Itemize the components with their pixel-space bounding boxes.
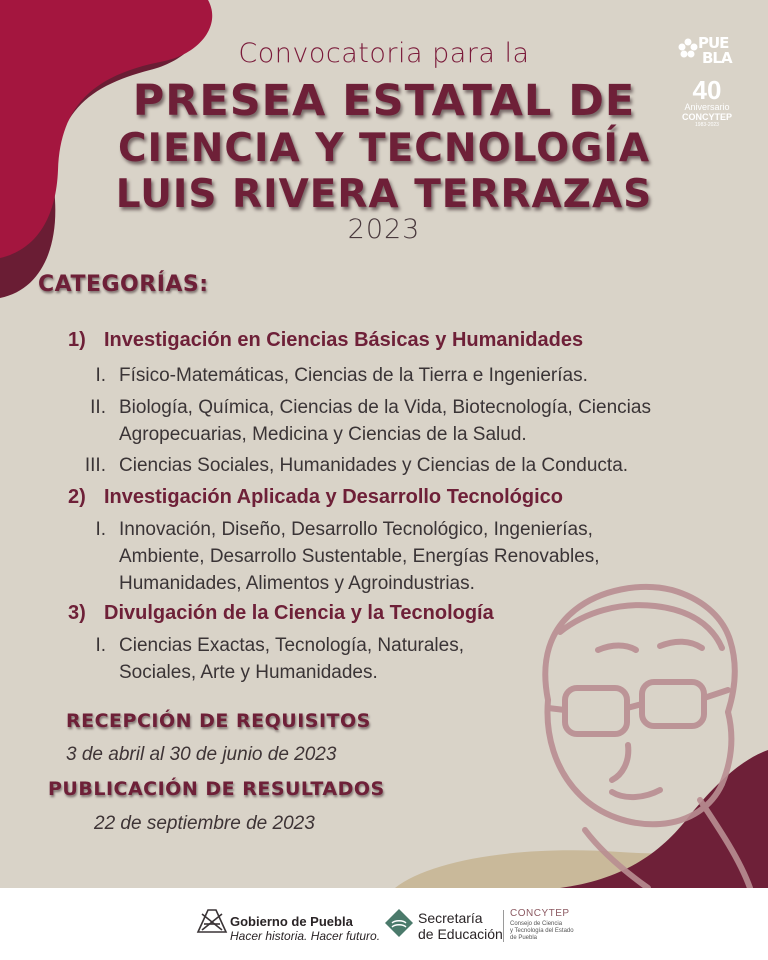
roman-numeral: II. [90,397,106,418]
anniversary-number: 40 [692,75,722,105]
subcategory-text: Ciencias Exactas, Tecnología, Naturales, Sociales, Arte y Humanidades. [119,635,464,683]
category-number: 2) [68,486,86,508]
gobierno-puebla-emblem-icon [194,904,230,938]
title-line-2: CIENCIA Y TECNOLOGÍA [117,126,651,171]
anniversary-word: Aniversario [684,102,730,112]
category-label: Investigación Aplicada y Desarrollo Tecnológico [104,486,564,508]
puebla-logo-line1: PUE [698,34,729,52]
roman-numeral: III. [84,455,106,476]
concytep-name: CONCYTEP [510,908,570,919]
publication-date: 22 de septiembre de 2023 [94,813,315,834]
roman-numeral: I. [95,519,106,540]
category-label: Investigación en Ciencias Básicas y Humanidades [104,329,584,351]
flower-icon [678,38,698,58]
sec-line2: de Educación [418,926,503,942]
subcategory-text: Innovación, Diseño, Desarrollo Tecnológico, Ingenierías, Ambiente, Desarrollo Sustentable, Energías Renovables, Humanidades, Alimentos y Agroindustrias. [119,519,600,594]
gov-slogan: Hacer historia. Hacer futuro. [230,929,381,943]
footer-divider [503,910,504,942]
reception-heading: RECEPCIÓN DE REQUISITOS [66,710,371,732]
subcategory-text: Biología, Química, Ciencias de la Vida, Biotecnología, Ciencias Agropecuarias, Medicina y Ciencias de la Salud. [119,397,651,445]
anniversary-years: 1983-2023 [695,122,719,128]
footer [0,888,768,960]
publication-heading: PUBLICACIÓN DE RESULTADOS [48,778,385,800]
category-label: Divulgación de la Ciencia y la Tecnología [104,602,494,624]
reception-dates: 3 de abril al 30 de junio de 2023 [66,744,337,765]
concytep-line1: Consejo de Ciencia [510,921,563,927]
subcategory-text: Ciencias Sociales, Humanidades y Ciencias de la Conducta. [119,455,629,476]
intro-text: Convocatoria para la [238,38,530,69]
year: 2023 [347,214,421,245]
roman-numeral: I. [95,635,106,656]
concytep-line2: y Tecnología del Estado [510,928,574,934]
category-number: 1) [68,329,86,351]
gov-name: Gobierno de Puebla [230,914,353,929]
secretaria-educacion-icon [384,908,414,938]
anniversary-org: CONCYTEP [681,112,732,122]
puebla-logo-line2: BLA [702,49,732,67]
title-line-3: LUIS RIVERA TERRAZAS [115,172,653,217]
categories-heading: CATEGORÍAS: [38,272,209,297]
title-line-1: PRESEA ESTATAL DE [132,76,636,126]
subcategory-text: Físico-Matemáticas, Ciencias de la Tierra e Ingenierías. [119,365,588,386]
roman-numeral: I. [95,365,106,386]
sec-line1: Secretaría [418,910,483,926]
category-number: 3) [68,602,86,624]
anniversary-badge [674,75,740,128]
concytep-line3: de Puebla [510,935,538,941]
